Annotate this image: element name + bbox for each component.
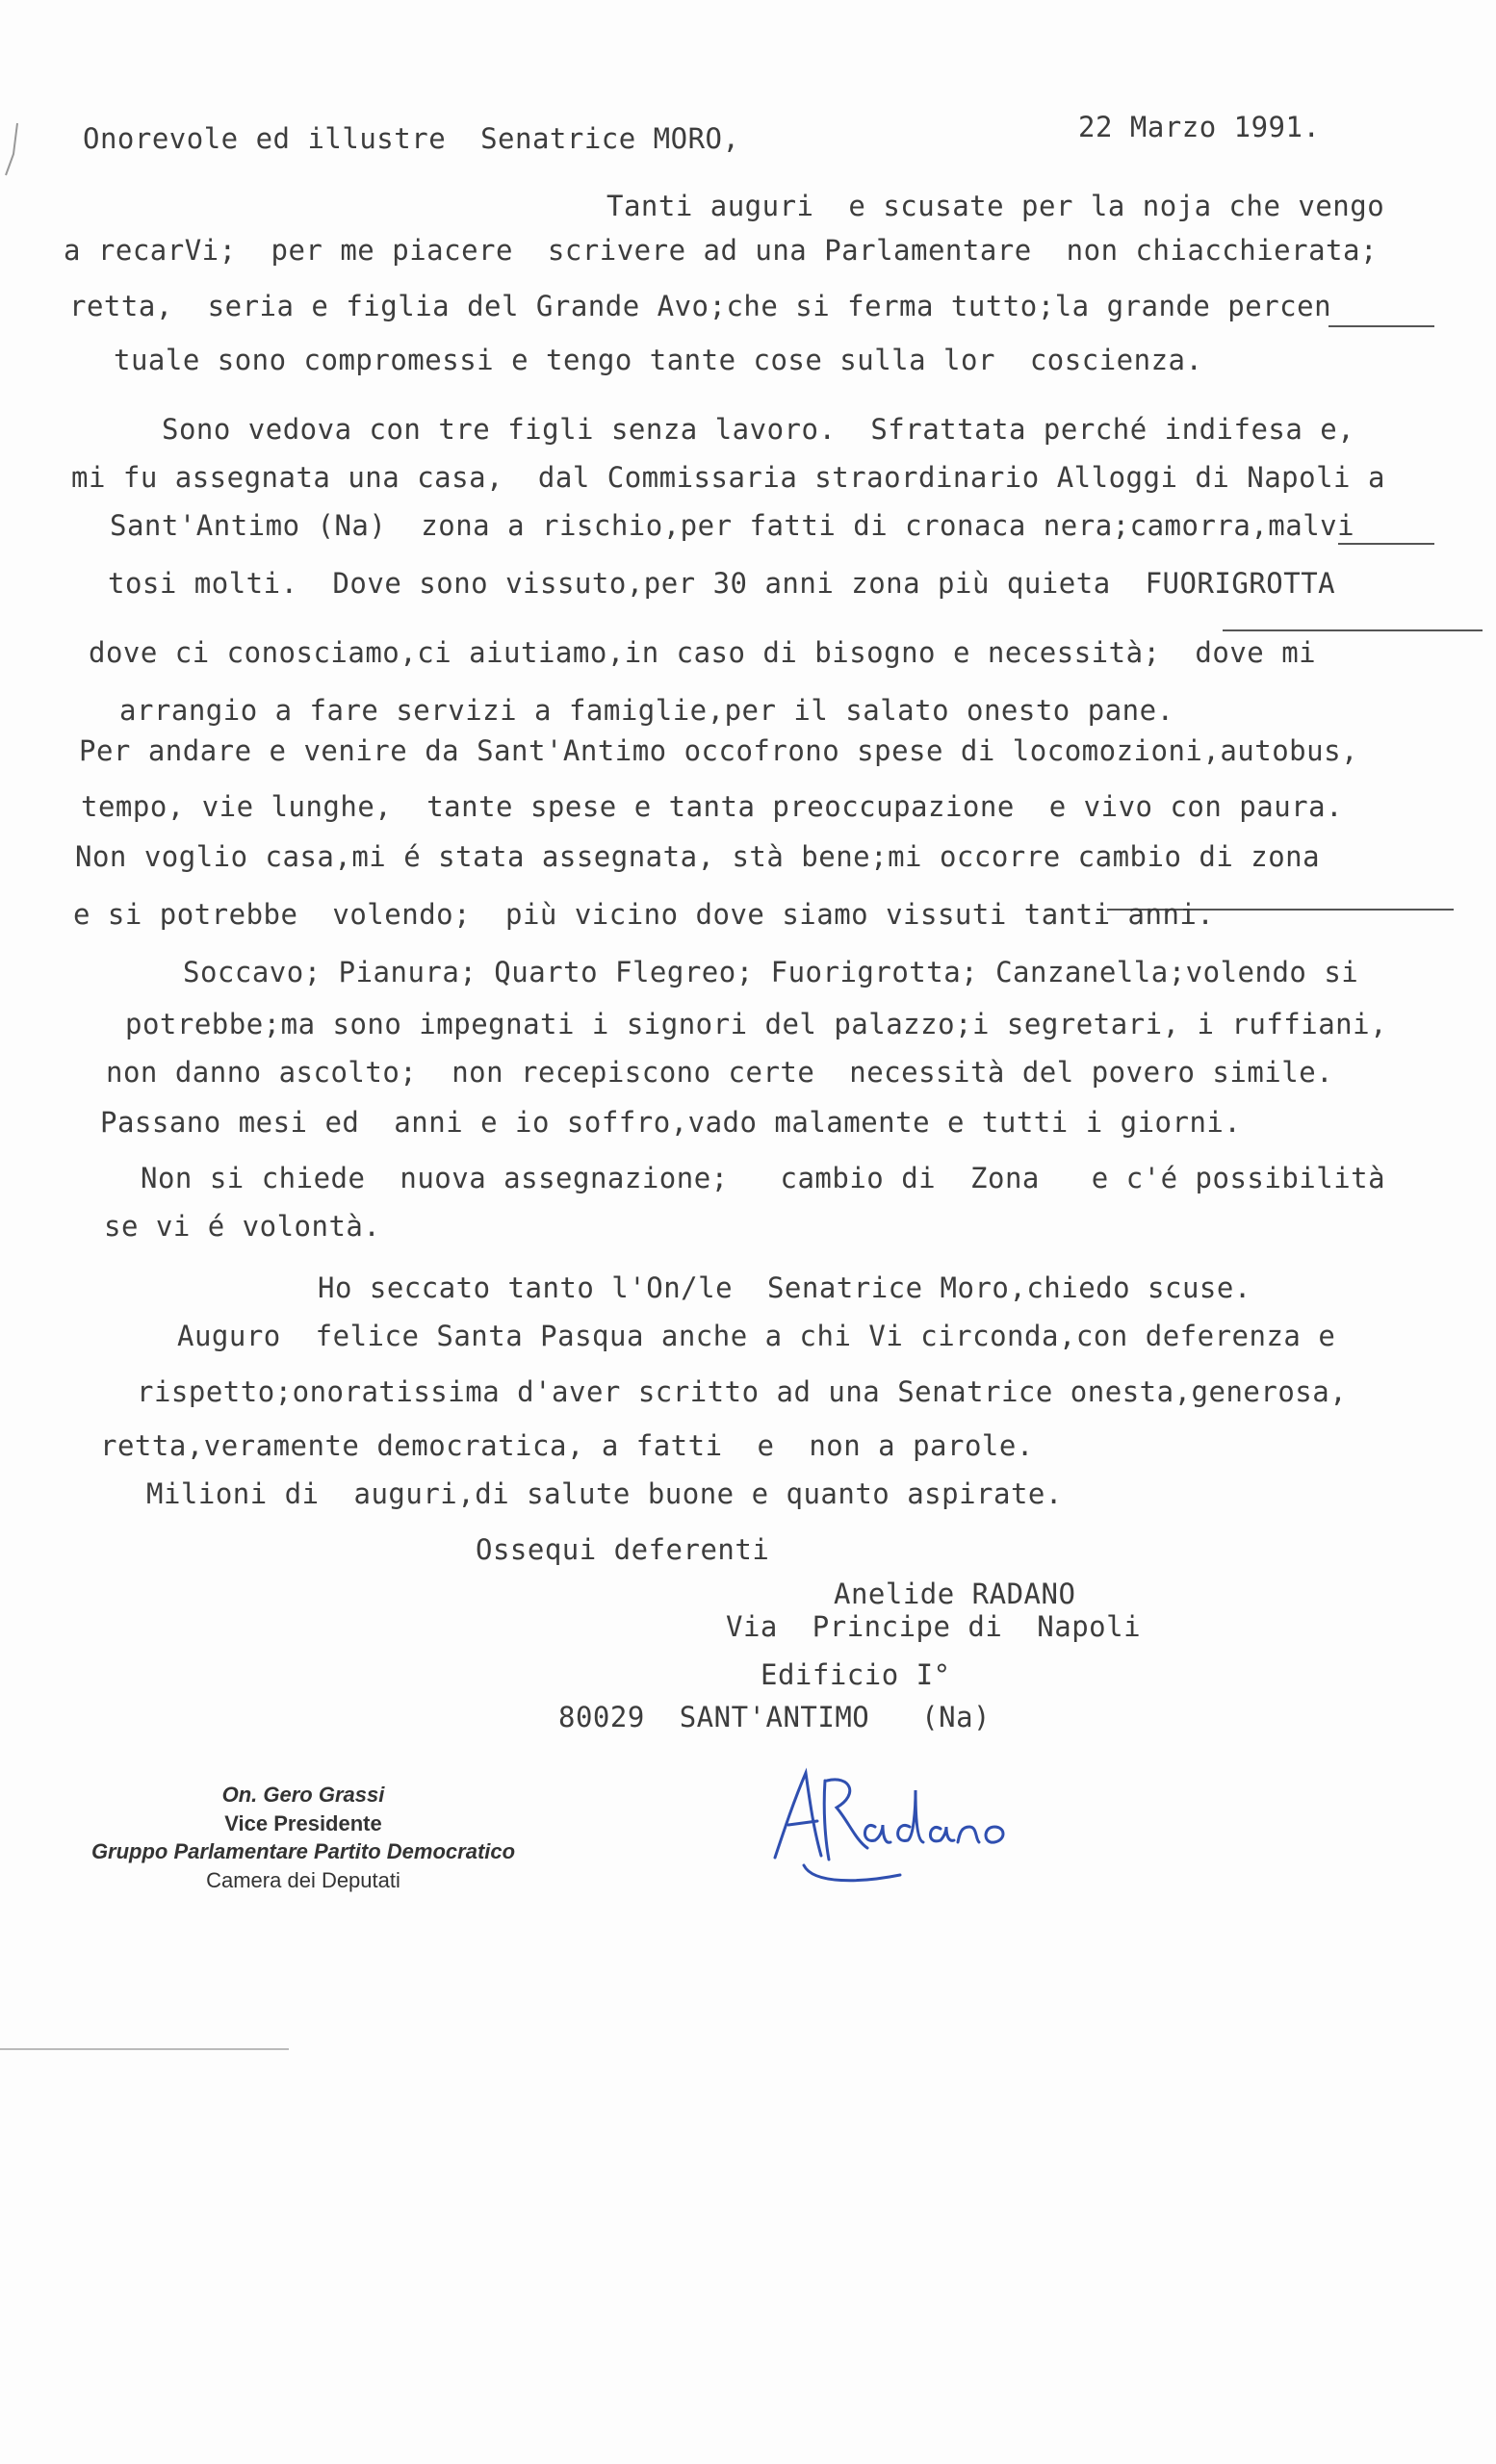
- letter-line: tempo, vie lunghe, tante spese e tanta preoccupazione e vivo con paura.: [81, 790, 1344, 823]
- sender-building: Edificio I°: [761, 1658, 951, 1691]
- letter-line: arrangio a fare servizi a famiglie,per il salato onesto pane.: [119, 694, 1174, 727]
- letter-line: Per andare e venire da Sant'Antimo occofrono spese di locomozioni,autobus,: [79, 734, 1359, 767]
- letter-line: Soccavo; Pianura; Quarto Flegreo; Fuorigrotta; Canzanella;volendo si: [183, 956, 1359, 988]
- letter-line: rispetto;onoratissima d'aver scritto ad una Senatrice onesta,generosa,: [137, 1375, 1348, 1408]
- office-stamp: [87, 1781, 520, 1895]
- letter-line: a recarVi; per me piacere scrivere ad una Parlamentare non chiacchierata;: [64, 234, 1378, 267]
- page-edge-rule: [0, 2048, 289, 2050]
- underline: [1328, 325, 1434, 327]
- letter-line: se vi é volontà.: [104, 1210, 381, 1243]
- letter-greeting: Onorevole ed illustre Senatrice MORO,: [83, 122, 740, 155]
- letter-line: Passano mesi ed anni e io soffro,vado malamente e tutti i giorni.: [100, 1106, 1242, 1139]
- underline: [1223, 629, 1483, 631]
- letter-line: tosi molti. Dove sono vissuto,per 30 anni zona più quieta FUORIGROTTA: [108, 567, 1336, 600]
- letter-line: Milioni di auguri,di salute buone e quanto aspirate.: [146, 1477, 1063, 1510]
- sender-city: 80029 SANT'ANTIMO (Na): [558, 1701, 991, 1733]
- letter-line: tuale sono compromessi e tengo tante cose sulla lor coscienza.: [114, 344, 1203, 376]
- letter-line: potrebbe;ma sono impegnati i signori del palazzo;i segretari, i ruffiani,: [125, 1008, 1388, 1040]
- letter-line: dove ci conosciamo,ci aiutiamo,in caso di bisogno e necessità; dove mi: [89, 636, 1317, 669]
- letter-line: Tanti auguri e scusate per la noja che vengo: [606, 190, 1385, 222]
- letter-line: Non voglio casa,mi é stata assegnata, stà bene;mi occorre cambio di zona: [75, 840, 1321, 873]
- letter-line: Non si chiede nuova assegnazione; cambio di Zona e c'é possibilità: [141, 1162, 1386, 1194]
- letter-line: e si potrebbe volendo; più vicino dove siamo vissuti tanti anni.: [73, 898, 1215, 931]
- stamp-name: On. Gero Grassi: [221, 1783, 385, 1807]
- stamp-house: Camera dei Deputati: [206, 1868, 400, 1893]
- letter-line: Sant'Antimo (Na) zona a rischio,per fatti di cronaca nera;camorra,malvi: [110, 509, 1355, 542]
- letter-line: mi fu assegnata una casa, dal Commissaria straordinario Alloggi di Napoli a: [71, 461, 1385, 494]
- stamp-group: Gruppo Parlamentare Partito Democratico: [90, 1839, 516, 1864]
- underline: [1338, 543, 1434, 545]
- stamp-role: Vice Presidente: [224, 1810, 382, 1835]
- letter-line: Ossequi deferenti: [476, 1533, 770, 1566]
- sender-street: Via Principe di Napoli: [726, 1610, 1142, 1643]
- handwritten-signature: [756, 1752, 1045, 1896]
- letter-line: Ho seccato tanto l'On/le Senatrice Moro,chiedo scuse.: [318, 1271, 1251, 1304]
- letter-line: non danno ascolto; non recepiscono certe necessità del povero simile.: [106, 1056, 1334, 1089]
- letter-line: retta, seria e figlia del Grande Avo;che si ferma tutto;la grande percen: [69, 290, 1332, 322]
- sender-name: Anelide RADANO: [834, 1578, 1076, 1610]
- letter-line: Auguro felice Santa Pasqua anche a chi Vi circonda,con deferenza e: [177, 1320, 1336, 1352]
- letter-date: 22 Marzo 1991.: [1078, 111, 1321, 143]
- letter-line: Sono vedova con tre figli senza lavoro. Sfrattata perché indifesa e,: [162, 413, 1355, 446]
- margin-mark: [0, 116, 39, 192]
- letter-line: retta,veramente democratica, a fatti e non a parole.: [100, 1429, 1034, 1462]
